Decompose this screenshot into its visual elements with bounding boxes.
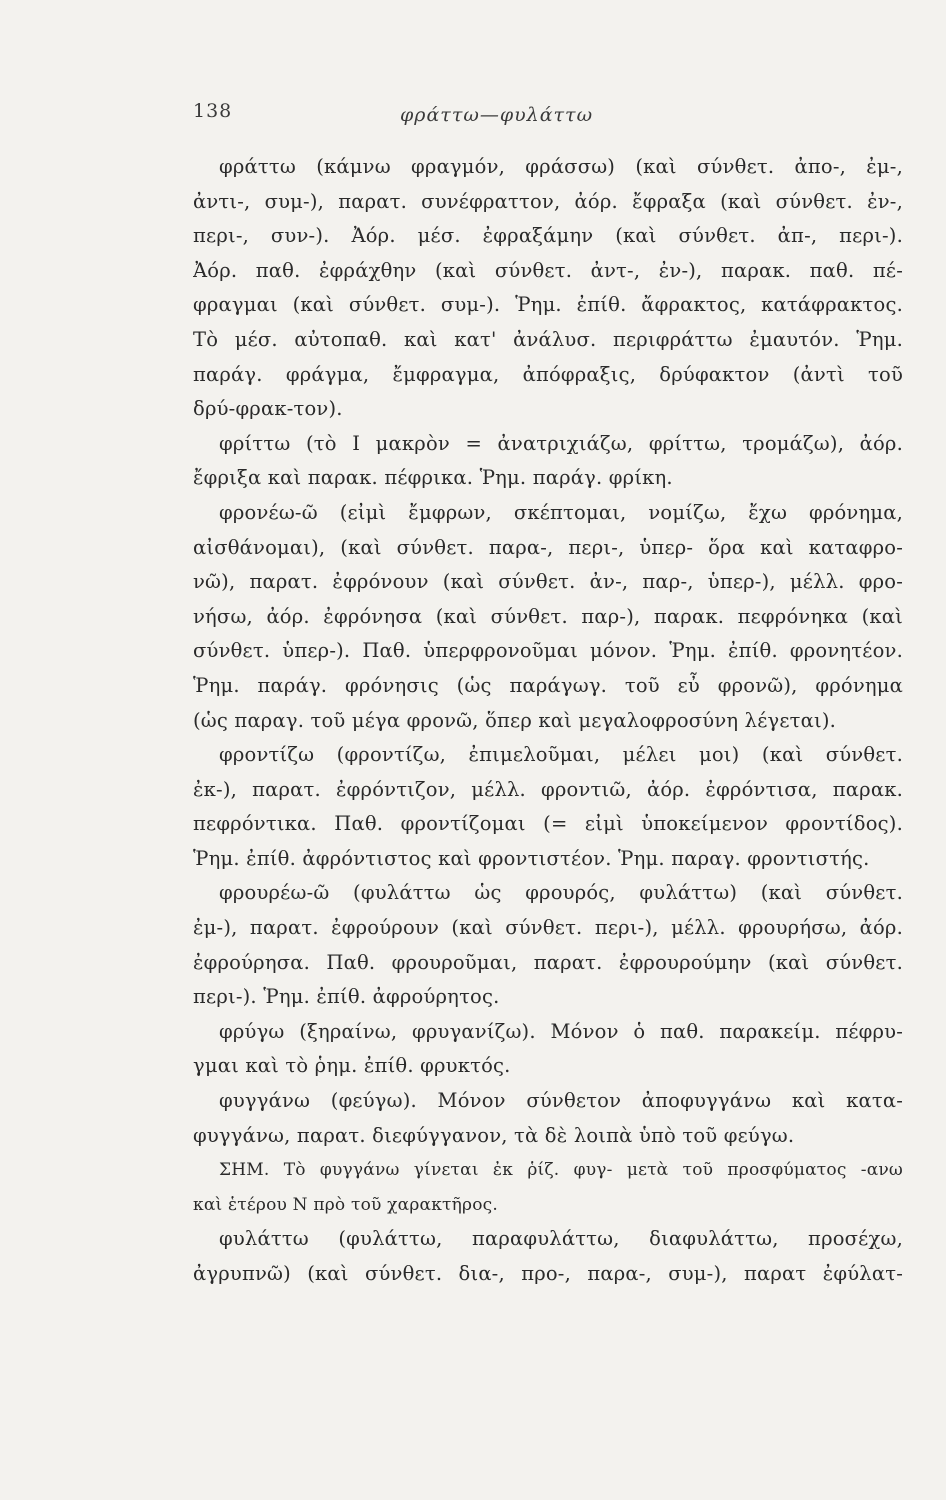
text-line: περι-, συν-). Ἀόρ. μέσ. ἐφραξάμην (καὶ σύνθετ. ἀπ-, περι-). bbox=[193, 224, 903, 248]
page-number: 138 bbox=[193, 100, 233, 122]
text-line: φρίττω (τὸ Ι μακρὸν = ἀνατριχιάζω, φρίττω, τρομάζω), ἀόρ. bbox=[219, 431, 903, 455]
text-line: (ὡς παραγ. τοῦ μέγα φρονῶ, ὅπερ καὶ μεγαλοφροσύνη λέγεται). bbox=[193, 708, 837, 732]
text-line: φρουρέω-ῶ (φυλάττω ὡς φρουρός, φυλάττω) (καὶ σύνθετ. bbox=[219, 881, 903, 905]
text-line: ἔφριξα καὶ παρακ. πέφρικα. Ῥημ. παράγ. φρίκη. bbox=[193, 466, 673, 490]
text-line: φραγμαι (καὶ σύνθετ. συμ-). Ῥημ. ἐπίθ. ἄφρακτος, κατάφρακτος. bbox=[193, 293, 903, 317]
running-title: φράττω—φυλάττω bbox=[400, 104, 594, 126]
text-line: Ἀόρ. παθ. ἐφράχθην (καὶ σύνθετ. ἀντ-, ἐν-), παρακ. παθ. πέ- bbox=[193, 258, 903, 282]
note-line: ΣΗΜ. Τὸ φυγγάνω γίνεται ἐκ ῥίζ. φυγ- μετὰ τοῦ προσφύματος -ανω bbox=[219, 1160, 903, 1181]
entries-text bbox=[193, 150, 903, 1292]
note-line: καὶ ἑτέρου Ν πρὸ τοῦ χαρακτῆρος. bbox=[193, 1194, 498, 1215]
text-line: πεφρόντικα. Παθ. φροντίζομαι (= εἰμὶ ὑποκείμενον φροντίδος). bbox=[193, 812, 903, 836]
text-line: ἀντι-, συμ-), παρατ. συνέφραττον, ἀόρ. ἔφραξα (καὶ σύνθετ. ἐν-, bbox=[193, 189, 903, 213]
text-line: γμαι καὶ τὸ ῥημ. ἐπίθ. φρυκτός. bbox=[193, 1054, 511, 1078]
text-line: ἐμ-), παρατ. ἐφρούρουν (καὶ σύνθετ. περι-), μέλλ. φρουρήσω, ἀόρ. bbox=[193, 916, 903, 940]
text-line: ἀγρυπνῶ) (καὶ σύνθετ. δια-, προ-, παρα-, συμ-), παρατ ἐφύλατ- bbox=[193, 1262, 903, 1285]
text-line: Τὸ μέσ. αὐτοπαθ. καὶ κατ' ἀνάλυσ. περιφράττω ἐμαυτόν. Ῥημ. bbox=[193, 327, 903, 351]
text-line: ἐφρούρησα. Παθ. φρουροῦμαι, παρατ. ἐφρουρούμην (καὶ σύνθετ. bbox=[193, 950, 903, 974]
text-line: Ῥημ. παράγ. φρόνησις (ὡς παράγωγ. τοῦ εὖ φρονῶ), φρόνημα bbox=[193, 673, 903, 697]
text-line: παράγ. φράγμα, ἔμφραγμα, ἀπόφραξις, δρύφακτον (ἀντὶ τοῦ bbox=[193, 362, 903, 386]
text-line: νῶ), παρατ. ἐφρόνουν (καὶ σύνθετ. ἀν-, παρ-, ὑπερ-), μέλλ. φρο- bbox=[193, 570, 903, 594]
text-line: φυλάττω (φυλάττω, παραφυλάττω, διαφυλάττω, προσέχω, bbox=[219, 1227, 903, 1251]
text-line: φρύγω (ξηραίνω, φρυγανίζω). Μόνον ὁ παθ. παρακείμ. πέφρυ- bbox=[219, 1019, 903, 1043]
text-line: φρονέω-ῶ (εἰμὶ ἔμφρων, σκέπτομαι, νομίζω, ἔχω φρόνημα, bbox=[219, 500, 903, 524]
text-line: δρύ-φρακ-τον). bbox=[193, 397, 343, 421]
text-line: περι-). Ῥημ. ἐπίθ. ἀφρούρητος. bbox=[193, 985, 500, 1009]
text-line: σύνθετ. ὑπερ-). Παθ. ὑπερφρονοῦμαι μόνον. Ῥημ. ἐπίθ. φρονητέον. bbox=[193, 639, 903, 663]
text-line: φράττω (κάμνω φραγμόν, φράσσω) (καὶ σύνθετ. ἀπο-, ἐμ-, bbox=[219, 155, 903, 178]
text-line: φυγγάνω, παρατ. διεφύγγανον, τὰ δὲ λοιπὰ ὑπὸ τοῦ φεύγω. bbox=[193, 1123, 795, 1147]
text-line: φυγγάνω (φεύγω). Μόνον σύνθετον ἀποφυγγάνω καὶ κατα- bbox=[219, 1089, 903, 1113]
text-line: αἰσθάνομαι), (καὶ σύνθετ. παρα-, περι-, ὑπερ- ὅρα καὶ καταφρο- bbox=[193, 535, 903, 559]
text-line: ἐκ-), παρατ. ἐφρόντιζον, μέλλ. φροντιῶ, ἀόρ. ἐφρόντισα, παρακ. bbox=[193, 777, 903, 801]
text-line: Ῥημ. ἐπίθ. ἀφρόντιστος καὶ φροντιστέον. Ῥημ. παραγ. φροντιστής. bbox=[193, 846, 870, 870]
text-line: φροντίζω (φροντίζω, ἐπιμελοῦμαι, μέλει μοι) (καὶ σύνθετ. bbox=[219, 743, 903, 767]
text-line: νήσω, ἀόρ. ἐφρόνησα (καὶ σύνθετ. παρ-), παρακ. πεφρόνηκα (καὶ bbox=[193, 604, 903, 628]
